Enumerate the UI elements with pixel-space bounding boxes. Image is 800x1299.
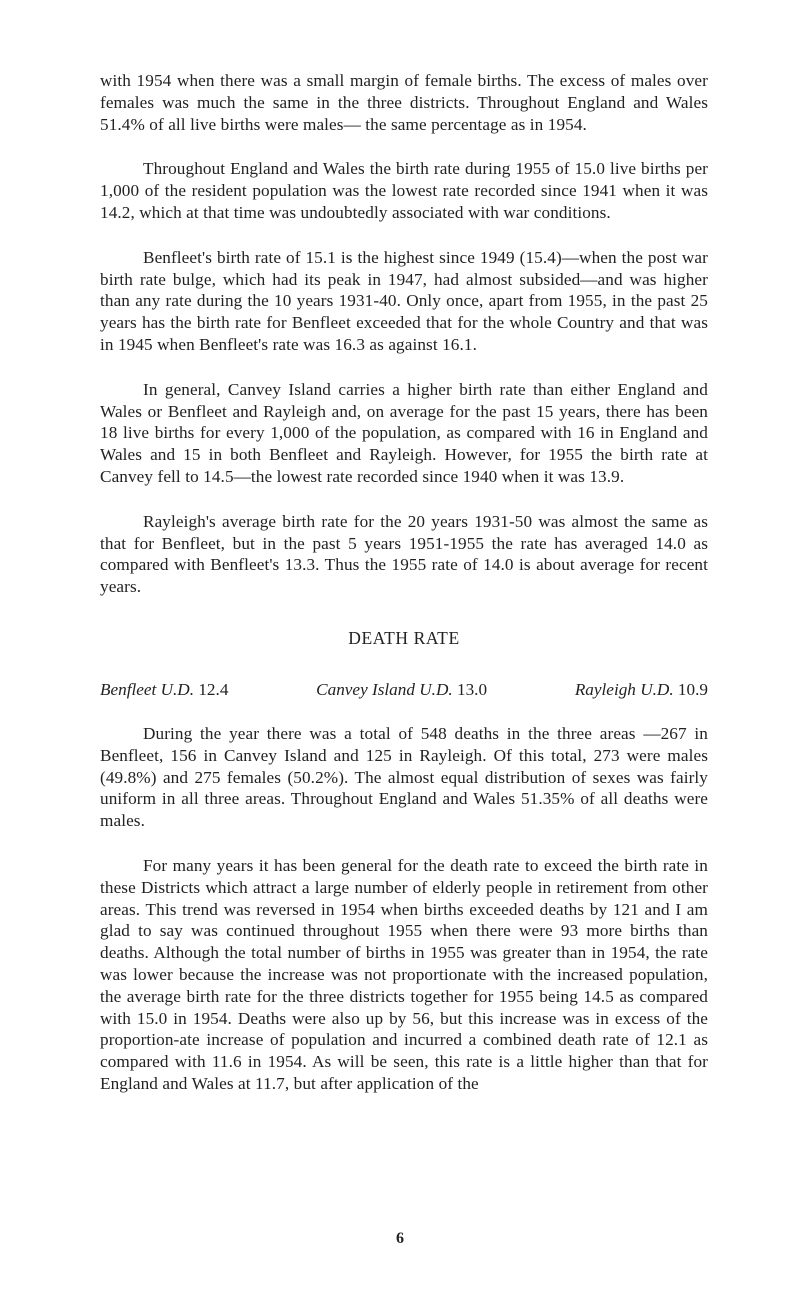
page-number: 6 (396, 1230, 404, 1247)
paragraph-births-vs-deaths: For many years it has been general for the death rate to exceed the birth rate in these Districts which attract a large number of elderly people in retirement from other areas. This trend was reversed in 1954 when births exceeded deaths by 121 and I am glad to say was continued throughout 1955 when there were 93 more births than deaths. Although the total number of births in 1955 was greater than in 1954, the rate was lower because the increase was not proportionate with the increased population, the average birth rate for the three districts together for 1955 being 14.5 as compared with 15.0 in 1954. Deaths were also up by 56, but this increase was in excess of the proportion-ate increase of population and incurred a combined death rate of 12.1 as compared with 11.6 in 1954. As will be seen, this rate is a little higher than that for England and Wales at 11.7, but after application of the (100, 855, 708, 1093)
district-name: Canvey Island U.D. (316, 679, 457, 699)
district-name: Rayleigh U.D. (574, 679, 678, 699)
section-heading-death-rate: DEATH RATE (348, 627, 460, 648)
death-rate-rayleigh (575, 679, 708, 701)
paragraph-rayleigh-birth-rate: Rayleigh's average birth rate for the 20 years 1931-50 was almost the same as that for Benfleet, but in the past 5 years 1951-1955 the rate has averaged 14.0 as compared with Benfleet's 13.3. Thus the 1955 rate of 14.0 is about average for recent years. (100, 511, 708, 597)
district-rate: 13.0 (456, 679, 488, 699)
death-rate-canvey (316, 679, 487, 701)
district-rate: 12.4 (198, 679, 229, 699)
district-rate: 10.9 (677, 679, 708, 699)
document-page (100, 70, 708, 1118)
paragraph-birth-sex-ratio: with 1954 when there was a small margin of female births. The excess of males over females was much the same in the three districts. Throughout England and Wales 51.4% of all live births were males— the same percentage as in 1954. (100, 71, 708, 134)
paragraph-canvey-birth-rate: In general, Canvey Island carries a higher birth rate than either England and Wales or Benfleet and Rayleigh and, on average for the past 15 years, there has been 18 live births for every 1,000 of the population, as compared with 16 in England and Wales and 15 in both Benfleet and Rayleigh. However, for 1955 the birth rate at Canvey fell to 14.5—the lowest rate recorded since 1940 when it was 13.9. (100, 379, 708, 486)
paragraph-deaths-total: During the year there was a total of 548 deaths in the three areas —267 in Benfleet, 156 in Canvey Island and 125 in Rayleigh. Of this total, 273 were males (49.8%) and 275 females (50.2%). The almost equal distribution of sexes was fairly uniform in all three areas. Throughout England and Wales 51.35% of all deaths were males. (100, 723, 708, 831)
paragraph-benfleet-birth-rate: Benfleet's birth rate of 15.1 is the highest since 1949 (15.4)—when the post war birth rate bulge, which had its peak in 1947, had almost subsided—and was higher than any rate during the 10 years 1931-40. Only once, apart from 1955, in the past 25 years has the birth rate for Benfleet exceeded that for the whole Country and that was in 1945 when Benfleet's rate was 16.3 as against 16.1. (100, 247, 708, 354)
district-name: Benfleet U.D. (100, 679, 199, 699)
death-rate-benfleet (100, 679, 228, 701)
paragraph-national-birth-rate: Throughout England and Wales the birth rate during 1955 of 15.0 live births per 1,000 of the resident population was the lowest rate recorded since 1941 when it was 14.2, which at that time was undoubtedly associated with war conditions. (100, 159, 708, 222)
death-rates-row (100, 679, 708, 701)
